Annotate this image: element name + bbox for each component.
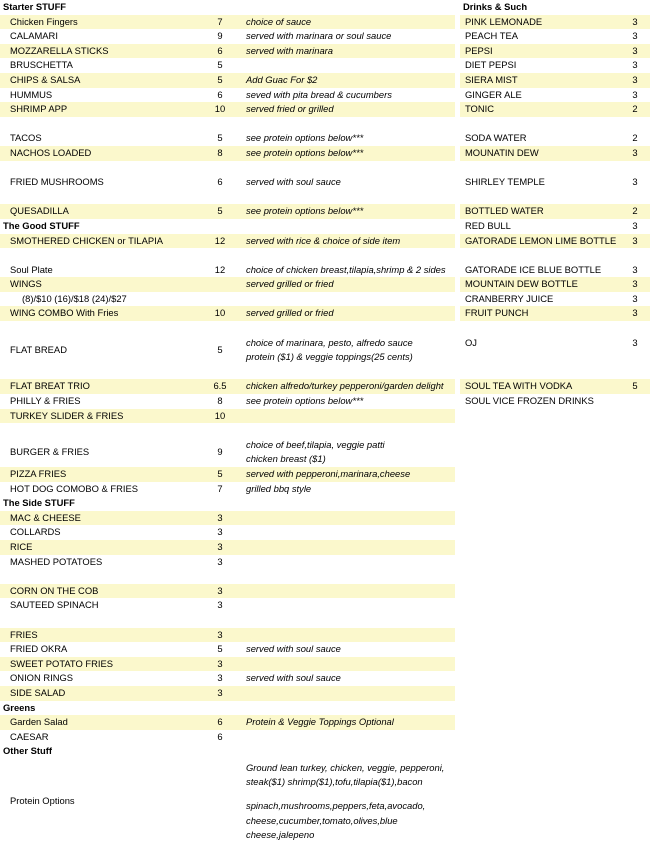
item-name: CORN ON THE COB [0,584,200,599]
item-price: 3 [200,540,240,555]
item-description [240,584,455,599]
drink-item-row [460,248,650,263]
item-name: TURKEY SLIDER & FRIES [0,409,200,424]
item-description: served with marinara [240,44,455,59]
item-price: 3 [200,628,240,643]
item-description: served grilled or fried [240,306,455,321]
section-header-row [0,701,455,716]
drink-price: 5 [620,379,650,394]
drink-item-row [460,73,650,88]
drink-price [620,394,650,409]
drink-price: 3 [620,292,650,307]
item-name [0,613,200,628]
drink-name: BOTTLED WATER [460,204,620,219]
drink-name: GATORADE ICE BLUE BOTTLE [460,263,620,278]
item-description [240,730,455,745]
drink-price: 3 [620,88,650,103]
menu-item-row [0,102,455,117]
drink-price [620,350,650,365]
drink-price [620,117,650,132]
protein-options-description [240,759,455,843]
item-description [240,219,455,234]
drink-name: SOUL VICE FROZEN DRINKS [460,394,620,409]
item-price [200,569,240,584]
item-name: HOT DOG COMOBO & FRIES [0,482,200,497]
item-name: RICE [0,540,200,555]
item-price [200,248,240,263]
drink-item-row [460,88,650,103]
veggie-options-line: cheese,jalepeno [246,829,315,841]
item-description: served grilled or fried [240,277,455,292]
menu-item-row [0,15,455,30]
item-price [200,423,240,438]
item-description [240,0,455,15]
drink-item-row [460,146,650,161]
section-title: Greens [0,701,200,716]
drink-price: 3 [620,29,650,44]
item-name [0,190,200,205]
item-name: QUESADILLA [0,204,200,219]
item-description [240,744,455,759]
menu-item-row [0,336,455,365]
drink-name: GINGER ALE [460,88,620,103]
item-name: FRIED MUSHROOMS [0,175,200,190]
veggie-options-line: spinach,mushrooms,peppers,feta,avocado, [246,800,426,812]
drink-price: 3 [620,15,650,30]
menu-item-row [0,715,455,730]
item-price: 6 [200,44,240,59]
item-price [200,701,240,716]
item-name: WING COMBO With Fries [0,306,200,321]
menu-item-row [0,73,455,88]
item-name: FRIES [0,628,200,643]
menu-item-row [0,190,455,205]
item-description [240,701,455,716]
item-description: see protein options below*** [240,146,455,161]
menu-item-row [0,598,455,613]
menu-item-row [0,438,455,467]
menu-item-row [0,117,455,132]
item-price: 6.5 [200,379,240,394]
drink-name [460,365,620,380]
menu-item-row [0,175,455,190]
item-name: PIZZA FRIES [0,467,200,482]
drink-price: 2 [620,204,650,219]
section-header-row [0,496,455,511]
protein-options-line: Ground lean turkey, chicken, veggie, pepperoni, [246,761,445,773]
drink-item-row [460,161,650,176]
menu-item-row [0,248,455,263]
item-price [200,277,240,292]
item-name [0,161,200,176]
item-description: served with soul sauce [240,175,455,190]
drink-price: 3 [620,306,650,321]
item-description [240,657,455,672]
item-price [200,117,240,132]
section-title: Drinks & Such [460,0,620,15]
drink-item-row [460,292,650,307]
item-price: 3 [200,584,240,599]
drink-name [460,190,620,205]
item-price: 12 [200,263,240,278]
item-name [0,365,200,380]
item-name [0,569,200,584]
item-price: 5 [200,58,240,73]
drink-item-row [460,190,650,205]
item-description [240,613,455,628]
menu-item-row [0,58,455,73]
item-price: 6 [200,730,240,745]
item-price [200,744,240,759]
drink-item-row [460,44,650,59]
item-price: 6 [200,715,240,730]
item-description [240,365,455,380]
menu-item-row [0,555,455,570]
menu-item-row [0,379,455,394]
item-description: choice of marinara, pesto, alfredo sauce protein ($1) & veggie toppings(25 cents) [240,336,455,365]
item-name: BURGER & FRIES [0,438,200,467]
drink-price: 3 [620,146,650,161]
section-header-row [0,744,455,759]
drink-price: 2 [620,131,650,146]
item-price: 3 [200,525,240,540]
menu-item-row [0,409,455,424]
menu-item-row [0,540,455,555]
item-description [240,248,455,263]
item-price: 3 [200,686,240,701]
item-price: 12 [200,234,240,249]
item-name: SAUTEED SPINACH [0,598,200,613]
drink-name [460,321,620,336]
item-price: 3 [200,657,240,672]
drink-name: CRANBERRY JUICE [460,292,620,307]
drink-name: SODA WATER [460,131,620,146]
drink-price: 3 [620,263,650,278]
item-description [240,117,455,132]
protein-options-price [200,759,240,843]
drink-item-row [460,394,650,409]
item-price: 6 [200,88,240,103]
drink-price: 3 [620,58,650,73]
menu-item-row [0,423,455,438]
item-description: served with marinara or soul sauce [240,29,455,44]
item-description: see protein options below*** [240,394,455,409]
item-price: 10 [200,102,240,117]
drink-item-row [460,277,650,292]
drink-item-row [460,29,650,44]
item-description: grilled bbq style [240,482,455,497]
menu-item-row [0,365,455,380]
item-price: 6 [200,175,240,190]
section-header-row [460,0,650,15]
item-price [200,161,240,176]
item-price: 7 [200,15,240,30]
section-title: The Good STUFF [0,219,200,234]
item-description [240,540,455,555]
item-price: 5 [200,642,240,657]
item-price: 3 [200,598,240,613]
item-price: 3 [200,555,240,570]
menu-item-row [0,569,455,584]
item-price: 7 [200,482,240,497]
item-description [240,525,455,540]
item-name [0,321,200,336]
item-name: FRIED OKRA [0,642,200,657]
protein-options-line: steak($1) shrimp($1),tofu,tilapia($1),bacon [246,776,423,788]
drink-price [620,161,650,176]
protein-options-row [0,759,455,843]
menu-item-row [0,234,455,249]
drink-name: SIERA MIST [460,73,620,88]
drink-name: GATORADE LEMON LIME BOTTLE [460,234,620,249]
item-price: 10 [200,306,240,321]
item-price [200,190,240,205]
menu-item-row [0,467,455,482]
item-name: FLAT BREAT TRIO [0,379,200,394]
item-name [0,423,200,438]
drink-name: PEACH TEA [460,29,620,44]
drink-item-row [460,117,650,132]
item-description: served with pepperoni,marinara,cheese [240,467,455,482]
item-description [240,569,455,584]
drink-item-row [460,350,650,365]
item-price: 5 [200,131,240,146]
menu-item-row [0,482,455,497]
spacer [246,790,453,799]
item-name: Garden Salad [0,715,200,730]
drink-item-row [460,15,650,30]
drink-item-row [460,175,650,190]
drink-item-row [460,219,650,234]
menu-item-row [0,511,455,526]
menu-item-row [0,686,455,701]
item-name: HUMMUS [0,88,200,103]
item-description [240,511,455,526]
item-name: PHILLY & FRIES [0,394,200,409]
item-name: SIDE SALAD [0,686,200,701]
drink-item-row [460,306,650,321]
menu-item-row [0,146,455,161]
section-header-row [0,0,455,15]
item-name: MASHED POTATOES [0,555,200,570]
drink-name: RED BULL [460,219,620,234]
item-name: CAESAR [0,730,200,745]
drink-price: 3 [620,219,650,234]
item-price: 5 [200,467,240,482]
drink-name: MOUNATIN DEW [460,146,620,161]
menu-item-row [0,657,455,672]
item-description: served with soul sauce [240,642,455,657]
item-description: Add Guac For $2 [240,73,455,88]
section-title: Starter STUFF [0,0,200,15]
drink-price [620,321,650,336]
menu-item-row [0,44,455,59]
drink-item-row [460,131,650,146]
drink-price [620,0,650,15]
item-price [200,219,240,234]
item-description [240,161,455,176]
item-name: BRUSCHETTA [0,58,200,73]
drink-name: SOUL TEA WITH VODKA [460,379,620,394]
item-description: see protein options below*** [240,131,455,146]
menu-item-row [0,292,455,307]
item-price: 10 [200,409,240,424]
item-name [0,117,200,132]
item-name: MAC & CHEESE [0,511,200,526]
section-title: The Side STUFF [0,496,200,511]
drink-item-row [460,204,650,219]
section-title: Other Stuff [0,744,200,759]
menu-item-row [0,131,455,146]
item-name: CHIPS & SALSA [0,73,200,88]
item-price: 8 [200,394,240,409]
protein-options-label: Protein Options [0,759,200,843]
item-price: 3 [200,511,240,526]
item-name: COLLARDS [0,525,200,540]
item-description [240,292,455,307]
drink-price: 3 [620,73,650,88]
item-price: 5 [200,204,240,219]
drink-name: OJ [460,336,620,351]
drink-price: 3 [620,336,650,351]
item-description [240,321,455,336]
item-description: served with soul sauce [240,671,455,686]
drink-price: 3 [620,44,650,59]
item-price: 9 [200,438,240,467]
drink-name [460,161,620,176]
drink-name [460,248,620,263]
item-name: ONION RINGS [0,671,200,686]
drink-name: DIET PEPSI [460,58,620,73]
drink-name: FRUIT PUNCH [460,306,620,321]
drink-name: SHIRLEY TEMPLE [460,175,620,190]
item-name: Chicken Fingers [0,15,200,30]
drink-item-row [460,379,650,394]
item-price: 3 [200,671,240,686]
item-name: NACHOS LOADED [0,146,200,161]
menu-item-row [0,306,455,321]
menu-item-row [0,642,455,657]
menu-item-row [0,613,455,628]
drink-price [620,248,650,263]
item-name: CALAMARI [0,29,200,44]
item-price [200,292,240,307]
section-header-row [0,219,455,234]
item-description: Protein & Veggie Toppings Optional [240,715,455,730]
drink-item-row [460,336,650,351]
drink-name [460,350,620,365]
drink-item-row [460,58,650,73]
drink-item-row [460,321,650,336]
item-description: choice of beef,tilapia, veggie patti chicken breast ($1) [240,438,455,467]
drink-name [460,117,620,132]
menu-item-row [0,394,455,409]
item-price: 5 [200,336,240,365]
drink-name: TONIC [460,102,620,117]
item-price [200,613,240,628]
menu-item-row [0,88,455,103]
menu-item-row [0,277,455,292]
item-description: see protein options below*** [240,204,455,219]
drink-price: 3 [620,234,650,249]
drink-item-row [460,102,650,117]
item-name: SMOTHERED CHICKEN or TILAPIA [0,234,200,249]
drink-price: 2 [620,102,650,117]
item-price: 9 [200,29,240,44]
drink-name: MOUNTAIN DEW BOTTLE [460,277,620,292]
item-name: SHRIMP APP [0,102,200,117]
item-description [240,496,455,511]
menu-item-row [0,730,455,745]
item-description: choice of sauce [240,15,455,30]
drink-name: PINK LEMONADE [460,15,620,30]
item-price: 8 [200,146,240,161]
item-name: FLAT BREAD [0,336,200,365]
item-price [200,0,240,15]
item-description [240,409,455,424]
item-price [200,496,240,511]
menu-item-row [0,263,455,278]
drink-price: 3 [620,277,650,292]
drink-price: 3 [620,175,650,190]
item-description [240,686,455,701]
item-description [240,598,455,613]
veggie-options-line: cheese,cucumber,tomato,olives,blue [246,814,398,826]
item-name: MOZZARELLA STICKS [0,44,200,59]
menu-item-row [0,584,455,599]
menu-item-row [0,204,455,219]
drink-item-row [460,365,650,380]
drink-item-row [460,234,650,249]
item-name: TACOS [0,131,200,146]
drink-price [620,365,650,380]
item-description: served fried or grilled [240,102,455,117]
item-name: SWEET POTATO FRIES [0,657,200,672]
item-description: served with rice & choice of side item [240,234,455,249]
menu-item-row [0,321,455,336]
item-price [200,365,240,380]
menu-item-row [0,525,455,540]
menu-item-row [0,628,455,643]
item-price: 5 [200,73,240,88]
item-description: seved with pita bread & cucumbers [240,88,455,103]
item-name: Soul Plate [0,263,200,278]
drink-item-row [460,263,650,278]
drink-name: PEPSI [460,44,620,59]
menu-item-row [0,29,455,44]
right-menu-table [460,0,650,409]
item-description [240,190,455,205]
item-description [240,58,455,73]
item-name: (8)/$10 (16)/$18 (24)/$27 [0,292,200,307]
item-name: WINGS [0,277,200,292]
menu-item-row [0,671,455,686]
item-description: chicken alfredo/turkey pepperoni/garden delight [240,379,455,394]
item-name [0,248,200,263]
drink-price [620,190,650,205]
item-description [240,628,455,643]
item-price [200,321,240,336]
menu-item-row [0,161,455,176]
item-description [240,423,455,438]
item-description [240,555,455,570]
item-description: choice of chicken breast,tilapia,shrimp & 2 sides [240,263,455,278]
